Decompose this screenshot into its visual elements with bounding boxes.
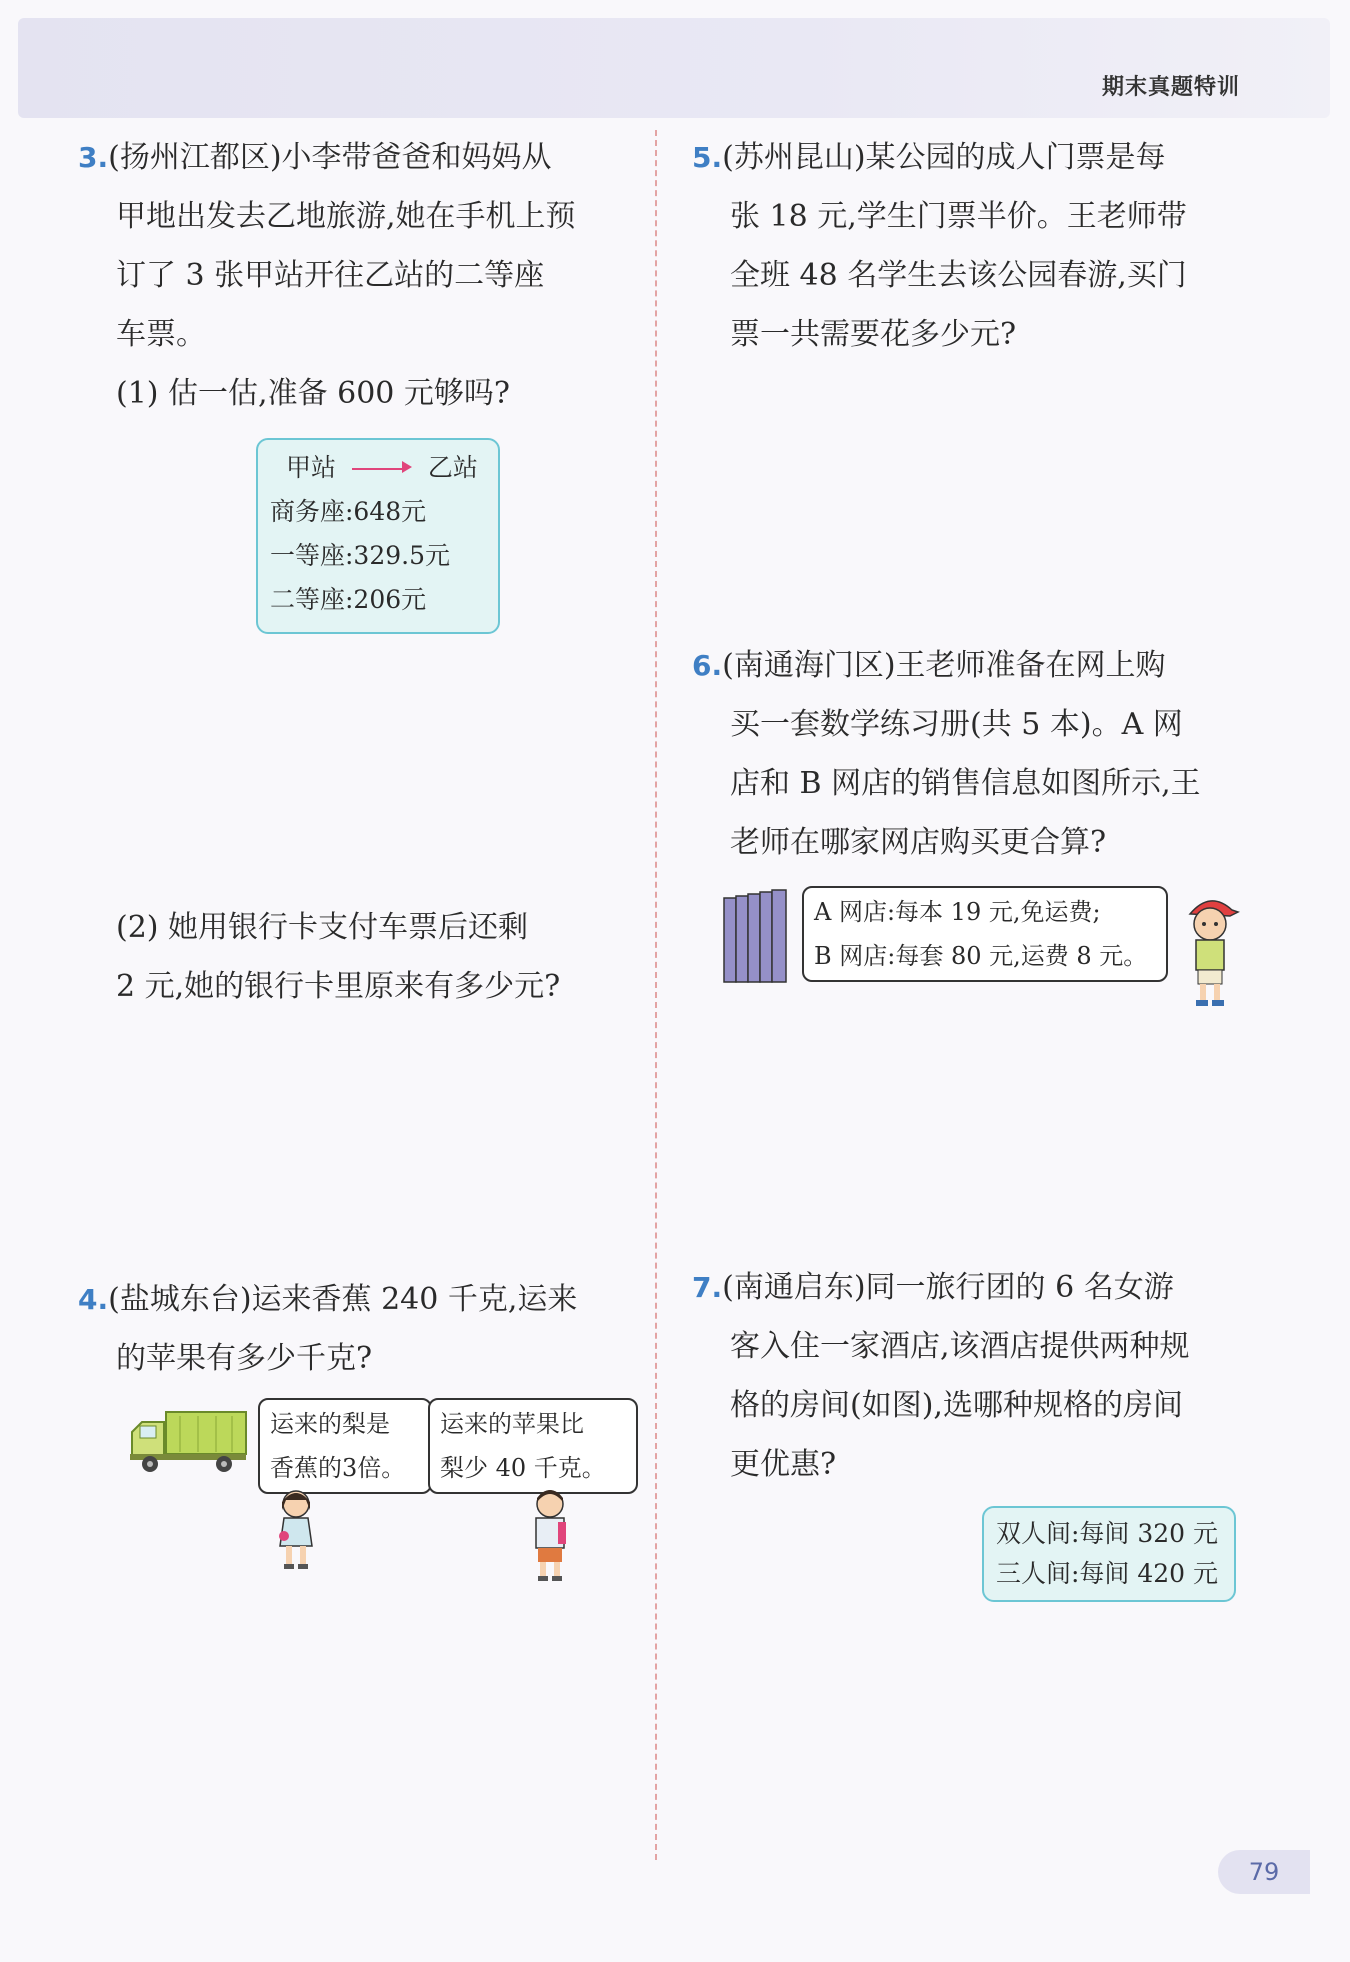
question-number: 6. xyxy=(692,649,723,682)
fare-row: 商务座:648元 xyxy=(270,497,427,526)
arrow-icon xyxy=(352,468,412,470)
boy-illustration xyxy=(526,1488,574,1584)
girl-illustration xyxy=(272,1488,320,1572)
shop-b-info: B 网店:每套 80 元,运费 8 元。 xyxy=(814,942,1148,970)
question-text-line: 张 18 元,学生门票半价。王老师带 xyxy=(730,199,1187,234)
question-4 xyxy=(78,1270,577,1388)
question-text-line: 的苹果有多少千克? xyxy=(116,1341,373,1376)
ticket-price-box xyxy=(256,438,500,634)
question-text-line: (苏州昆山)某公园的成人门票是每 xyxy=(722,140,1166,175)
station-to: 乙站 xyxy=(427,453,478,482)
question-text-line: 店和 B 网店的销售信息如图所示,王 xyxy=(730,766,1201,801)
page-number: 79 xyxy=(1218,1850,1310,1894)
speech-bubble-left xyxy=(258,1398,432,1494)
question-3-part-2 xyxy=(116,898,560,1016)
fare-row: 二等座:206元 xyxy=(270,585,427,614)
section-title: 期末真题特训 xyxy=(1101,75,1240,100)
question-number: 5. xyxy=(692,141,723,174)
question-text-line: 更优惠? xyxy=(730,1447,837,1482)
triple-room-price: 三人间:每间 420 元 xyxy=(996,1559,1219,1588)
column-divider xyxy=(655,130,657,1860)
question-text-line: 老师在哪家网店购买更合算? xyxy=(730,825,1107,860)
question-text-line: 格的房间(如图),选哪种规格的房间 xyxy=(730,1388,1183,1423)
question-number: 7. xyxy=(692,1271,723,1304)
question-3 xyxy=(78,128,576,423)
question-text-line: 全班 48 名学生去该公园春游,买门 xyxy=(730,258,1187,293)
question-text-line: (盐城东台)运来香蕉 240 千克,运来 xyxy=(108,1282,578,1317)
question-text-line: (南通启东)同一旅行团的 6 名女游 xyxy=(722,1270,1174,1305)
header-band xyxy=(18,18,1330,118)
station-from: 甲站 xyxy=(286,453,337,482)
question-7 xyxy=(692,1258,1190,1494)
question-text-line: 买一套数学练习册(共 5 本)。A 网 xyxy=(730,707,1183,742)
question-5 xyxy=(692,128,1187,364)
truck-illustration xyxy=(128,1408,248,1474)
question-text-line: 票一共需要花多少元? xyxy=(730,317,1017,352)
workbook-stack-illustration xyxy=(722,888,792,984)
bubble-text: 香蕉的3倍。 xyxy=(270,1454,406,1482)
double-room-price: 双人间:每间 320 元 xyxy=(996,1519,1219,1548)
question-text-line: 车票。 xyxy=(116,317,206,352)
question-text-line: 客入住一家酒店,该酒店提供两种规 xyxy=(730,1329,1190,1364)
boy-with-cap-illustration xyxy=(1180,892,1244,1010)
question-text-line: (扬州江都区)小李带爸爸和妈妈从 xyxy=(108,140,552,175)
question-text-line: 订了 3 张甲站开往乙站的二等座 xyxy=(116,258,545,293)
room-price-box xyxy=(982,1506,1236,1602)
sub-question-1: (1) 估一估,准备 600 元够吗? xyxy=(116,376,510,411)
shop-info-bubble xyxy=(802,886,1168,982)
sub-question-2-line: 2 元,她的银行卡里原来有多少元? xyxy=(116,969,561,1004)
sub-question-2-line: (2) 她用银行卡支付车票后还剩 xyxy=(116,910,529,945)
fare-row: 一等座:329.5元 xyxy=(270,541,450,570)
question-6 xyxy=(692,636,1201,872)
bubble-text: 梨少 40 千克。 xyxy=(440,1454,606,1482)
bubble-text: 运来的梨是 xyxy=(270,1410,390,1438)
shop-a-info: A 网店:每本 19 元,免运费; xyxy=(814,898,1101,926)
question-number: 3. xyxy=(78,141,109,174)
speech-bubble-right xyxy=(428,1398,638,1494)
question-text-line: 甲地出发去乙地旅游,她在手机上预 xyxy=(116,199,576,234)
bubble-text: 运来的苹果比 xyxy=(440,1410,584,1438)
question-number: 4. xyxy=(78,1283,109,1316)
question-text-line: (南通海门区)王老师准备在网上购 xyxy=(722,648,1166,683)
